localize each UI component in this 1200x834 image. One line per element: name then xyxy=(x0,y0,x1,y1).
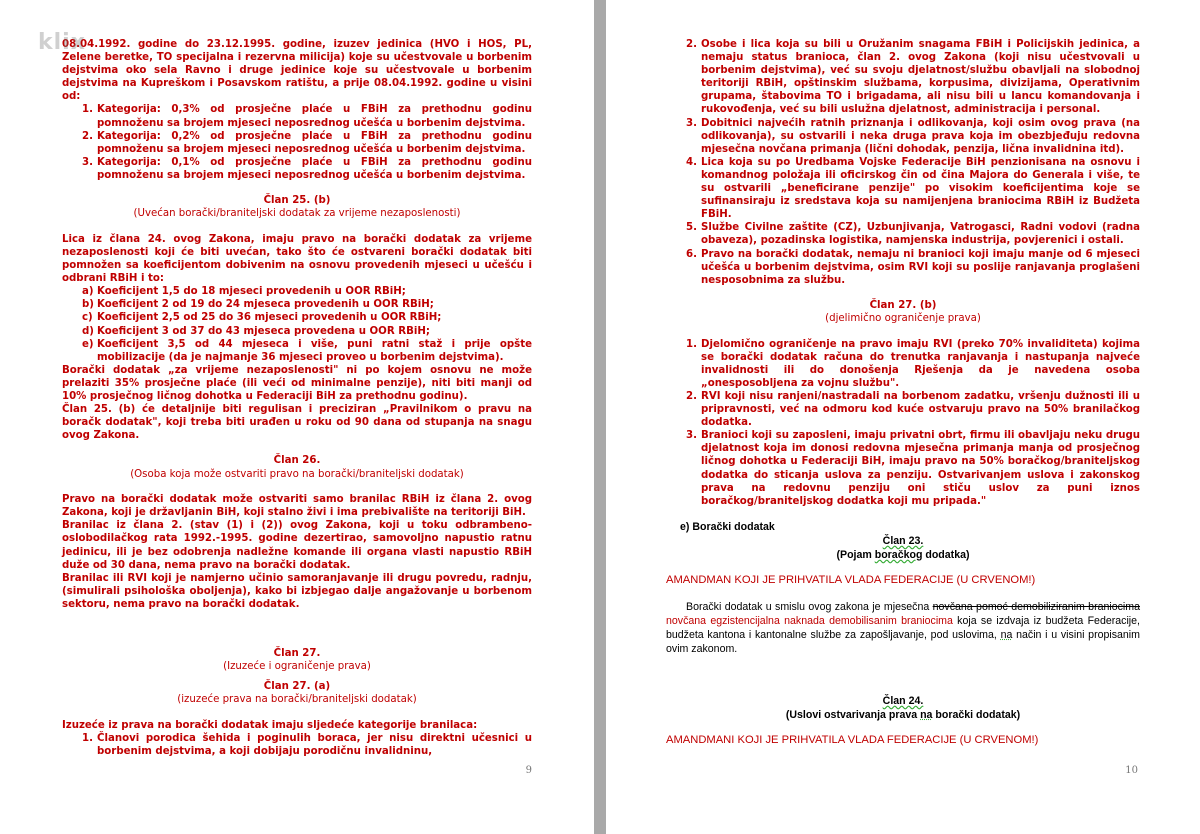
list-item: 2. RVI koji nisu ranjeni/nastradali na borbenom zadatku, vršenju dužnosti ili u pripravnosti, već na odmoru kod kuće ostvaruju pravo na 50% branilačkog dodatka. xyxy=(686,390,1140,429)
list-item: 3. Dobitnici najvećih ratnih priznanja i odlikovanja, koji osim ovog prava (na odlikovanja), su ostvarili i neka druga prava koja im obezbjeđuju redovna mjesečna novčana primanja (lični dohodak, penzija, lična invalidnina itd). xyxy=(686,117,1140,155)
paragraph: Pravo na borački dodatak može ostvariti samo branilac RBiH iz člana 2. ovog Zakona, koji je državljanin BiH, koji stalno živi i ima prebivalište na teritoriji BiH. xyxy=(62,494,532,519)
article-subtitle: (Osoba koja može ostvariti pravo na borački/braniteljski dodatak) xyxy=(130,468,464,480)
article-title: Član 27. (a) xyxy=(263,680,331,692)
coefficient-list xyxy=(62,285,532,364)
article-subtitle: (izuzeće prava na borački/braniteljski dodatak) xyxy=(177,694,417,706)
document-page-9 xyxy=(0,0,594,834)
list-item: 2. Kategorija: 0,2% od prosječne plaće u FBiH za prethodnu godinu pomnoženu sa brojem mjeseci neposrednog učešća u borbenim dejstvima. xyxy=(82,130,532,155)
list-item: c) Koeficijent 2,5 od 25 do 36 mjeseci provedenih u OOR RBiH; xyxy=(82,312,442,324)
document-page-10 xyxy=(606,0,1200,834)
list-item: 3. Kategorija: 0,1% od prosječne plaće u FBiH za prethodnu godinu pomnoženu sa brojem mjeseci neposrednog učešća u borbenim dejstvima. xyxy=(82,156,532,181)
paragraph: Član 25. (b) će detaljnije biti regulisan i preciziran „Pravilnikom o pravu na boračk dodatak", koji treba biti urađen u roku od 90 dana od stupanja na snagu ovog Zakona. xyxy=(62,404,532,442)
list-item: 1. Članovi porodica šehida i poginulih boraca, jer nisu direktni učesnici u borbenim dejstvima, a koji dobijaju porodičnu invalidninu, xyxy=(82,732,532,757)
amendment-heading: AMANDMAN KOJI JE PRIHVATILA VLADA FEDERACIJE (U CRVENOM!) xyxy=(666,573,1036,586)
article-subtitle: (Izuzeće i ograničenje prava) xyxy=(223,661,371,673)
list-item: 1. Kategorija: 0,3% od prosječne plaće u FBiH za prethodnu godinu pomnoženu sa brojem mjeseci neposrednog učešća u borbenim dejstvima. xyxy=(82,104,532,129)
article-title: Član 25. (b) xyxy=(263,195,331,207)
list-item: 4. Lica koja su po Uredbama Vojske Federacije BiH penzionisana na osnovu i komandnog položaja ili oficirskog čin od čina Majora do Generala i više, te su ostvarili „beneficirane penzije" po visokim koeficijentima koje se sufinansiraju iz sredstava koja su namijenjena braniocima RBiH iz Budžeta FBiH. xyxy=(686,156,1140,221)
page-number: 10 xyxy=(1125,765,1138,776)
article-title: Član 27. xyxy=(273,648,321,659)
definition-paragraph: Borački dodatak u smislu ovog zakona je mjesečna novčana pomoć demobiliziranim braniocima novčana egzistencijalna naknada demobilisanim braniocima koja se izdvaja iz budžeta Federacije, budžeta kantona i kantonalne službe za zapošljavanje, pod uslovima, na način i u visini propisanim ovim zakonom. xyxy=(666,600,1140,655)
list-item: d) Koeficijent 3 od 37 do 43 mjeseca provedena u OOR RBiH; xyxy=(82,325,430,337)
list-item: e) Koeficijent 3,5 od 44 mjeseca i više, puni ratni staž i prije opšte mobilizacije (da je najmanje 36 mjeseci proveo u borbenim dejstvima). xyxy=(82,338,532,363)
paragraph: Branilac ili RVI koji je namjerno učinio samoranjavanje ili drugu povredu, radnju, (simulirali psihološka oboljenja), kako bi izbjegao dalje angažovanje u borbenom sektoru, nema pravo na borački dodatak. xyxy=(62,572,532,610)
article-title: Član 24. xyxy=(882,694,924,707)
article-subtitle: (djelimično ograničenje prava) xyxy=(825,313,981,325)
category-list xyxy=(62,103,532,182)
article-title: Član 23. xyxy=(882,534,924,547)
page-number: 9 xyxy=(525,765,532,776)
amendment-heading: AMANDMANI KOJI JE PRIHVATILA VLADA FEDERACIJE (U CRVENOM!) xyxy=(666,733,1039,746)
article-subtitle: (Uvećan borački/braniteljski dodatak za vrijeme nezaposlenosti) xyxy=(133,208,461,220)
list-item: b) Koeficijent 2 od 19 do 24 mjeseca provedenih u OOR RBiH; xyxy=(82,299,434,311)
article-subtitle: (Pojam boračkog dodatka) xyxy=(836,548,970,561)
intro-paragraph: 08.04.1992. godine do 23.12.1995. godine, izuzev jedinica (HVO i HOS, PL, Zelene beretke, TO specijalna i rezervna milicija) koje su učestvovale u borbenim dejstvima oko sela Ravno i druge jedinice koje su učestvovale u borbenim dejstvima na Kupreškom i Posavskom ratištu, a prije 08.04.1992. godine u visini od: xyxy=(62,39,532,103)
paragraph: Izuzeće iz prava na borački dodatak imaju sljedeće kategorije branilaca: xyxy=(62,719,478,731)
exemption-list xyxy=(62,732,532,758)
limitation-list xyxy=(666,338,1140,508)
section-label: e) Borački dodatak xyxy=(680,520,775,533)
paragraph: Branilac iz člana 2. (stav (1) i (2)) ovog Zakona, koji u toku odbrambeno-oslobodilačkog rata 1992.-1995. godine dezertirao, samovoljno napustio ratnu jedinicu, ili je bez odobrenja nadležne komande ili organa vlasti napustio RBiH duže od 30 dana, nema pravo na borački dodatak. xyxy=(62,520,532,571)
list-item: 6. Pravo na borački dodatak, nemaju ni branioci koji imaju manje od 6 mjeseci učešća u borbenim dejstvima, osim RVI koji su poslije ranjavanja proglašeni nesposobnima za službu. xyxy=(686,248,1140,286)
list-item: 5. Službe Civilne zaštite (CZ), Uzbunjivanja, Vatrogasci, Radni vodovi (radna obaveza), pozadinska logistika, namjenska industrija, povjerenici i ostali. xyxy=(686,222,1140,247)
paragraph: Lica iz člana 24. ovog Zakona, imaju pravo na borački dodatak za vrijeme nezaposlenosti koji će biti uvećan, tako što će ostvareni borački dodatak biti pomnožen sa koeficijentom dobivenim na osnovu provedenih mjeseci u učešću i odbrani RBiH i to: xyxy=(62,233,532,285)
list-item: 3. Branioci koji su zaposleni, imaju privatni obrt, firmu ili obavljaju neku drugu djelatnost koja im donosi redovna mjesečna primanja manja od prosječnog ličnog dohotka u Federaciji BiH, imaju pravo na 50% boračkog/braniteljskog dodatka do sticanja uslova za penziju. Ostvarivanjem uslova i zakonskog prava na redovnu penziju oni stiču uslov za puni iznos boračkog/braniteljskog dodatka koji mu pripada." xyxy=(686,430,1140,507)
paragraph: Borački dodatak „za vrijeme nezaposlenosti" ni po kojem osnovu ne može prelaziti 35% prosječne plaće (ili veći od minimalne penzije), niti biti manji od 10% prosječnog ličnog dohotka u Federaciji BiH za prethodnu godinu). xyxy=(62,364,532,402)
article-subtitle: (Uslovi ostvarivanja prava na borački dodatak) xyxy=(785,708,1021,721)
article-title: Član 26. xyxy=(273,455,321,467)
watermark-logo: klix xyxy=(38,30,86,55)
list-item: 1. Djelomično ograničenje na pravo imaju RVI (preko 70% invaliditeta) kojima se borački dodatak računa do trenutka ranjavanja i nastupanja najveće invalidnosti ili do donošenja Rješenja da je navedena osoba „onesposobljena za vojnu službu". xyxy=(686,338,1140,389)
list-item: a) Koeficijent 1,5 do 18 mjeseci provedenih u OOR RBiH; xyxy=(82,286,406,298)
article-title: Član 27. (b) xyxy=(869,299,937,311)
list-item: 2. Osobe i lica koja su bili u Oružanim snagama FBiH i Policijskih jedinica, a nemaju status branioca, član 2. ovog Zakona (koji nisu učestvovali u borbenim dejstvima), već su svoju djelatnost/službu obavljali na slobodnoj teritoriji RBiH, opštinskim službama, korpusima, divizijama, Operativnim grupama, štabovima TO i brigadama, ali nisu bili u lancu komandovanja i rukovođenja, već su bili uslužna djelatnost, administracija i personal. xyxy=(686,39,1140,116)
exemption-list-continued xyxy=(666,38,1140,287)
